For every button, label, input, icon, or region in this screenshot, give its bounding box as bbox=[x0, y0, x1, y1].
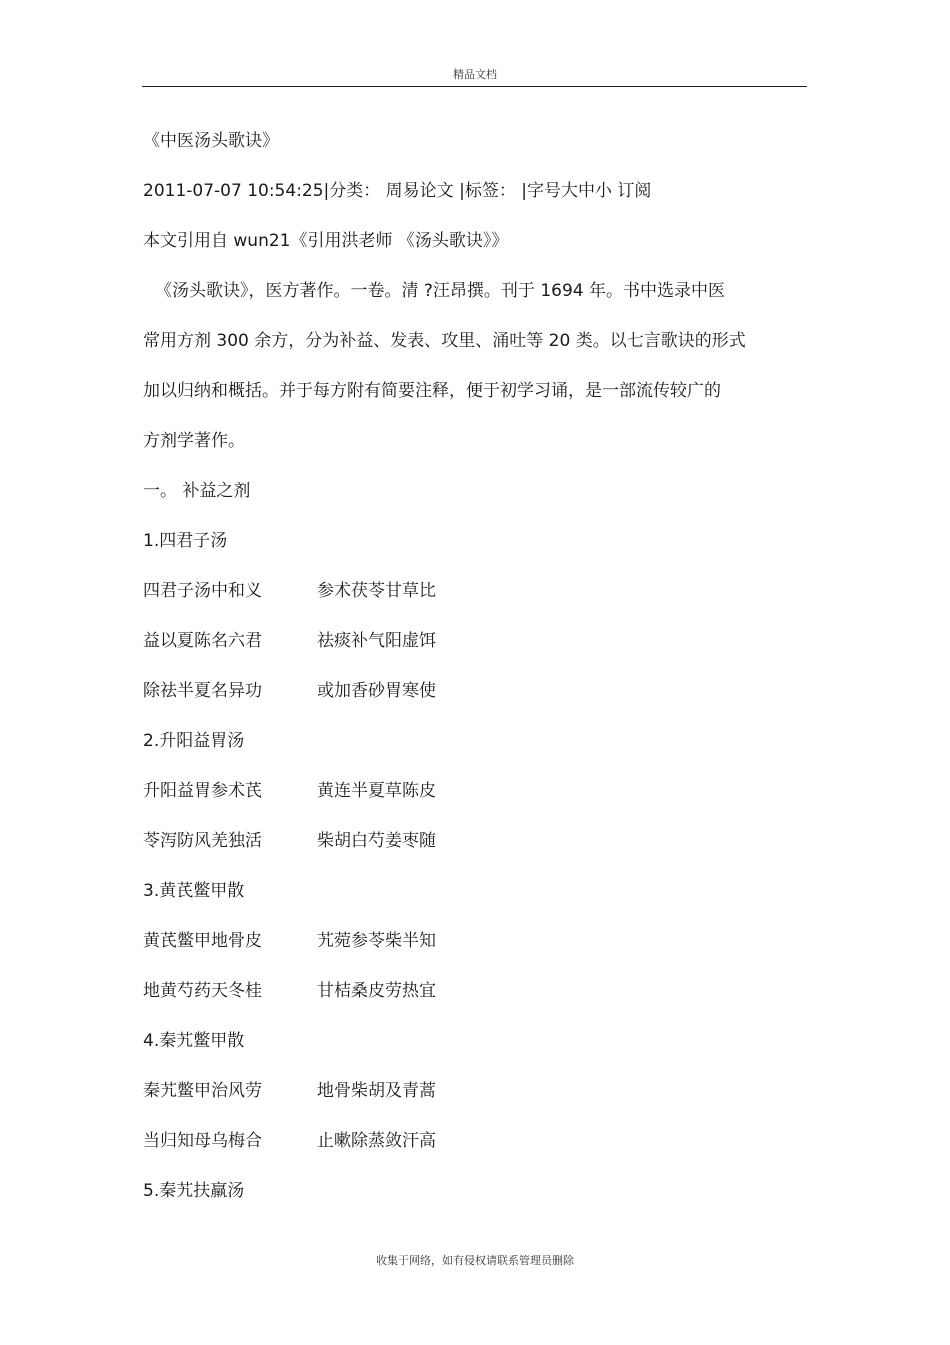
page-footer: 收集于网络，如有侵权请联系管理员删除 bbox=[376, 1254, 574, 1267]
verse-second-half: 艽菀参苓柴半知 bbox=[317, 931, 436, 951]
header-label: 精品文档 bbox=[453, 68, 497, 81]
verse-first-half: 黄芪鳖甲地骨皮 bbox=[143, 931, 262, 951]
verse-second-half: 柴胡白芍姜枣随 bbox=[317, 831, 436, 851]
verse-second-half: 或加香砂胃寒使 bbox=[317, 681, 436, 701]
document-title: 《中医汤头歌诀》 bbox=[143, 131, 279, 151]
verse-first-half: 秦艽鳖甲治风劳 bbox=[143, 1081, 262, 1101]
intro-line: 方剂学著作。 bbox=[143, 431, 245, 451]
verse-second-half: 地骨柴胡及青蒿 bbox=[317, 1081, 436, 1101]
formula-name: 5.秦艽扶羸汤 bbox=[143, 1181, 245, 1201]
verse-second-half: 参术茯苓甘草比 bbox=[317, 581, 436, 601]
verse-first-half: 苓泻防风羌独活 bbox=[143, 831, 262, 851]
verse-second-half: 黄连半夏草陈皮 bbox=[317, 781, 436, 801]
verse-first-half: 当归知母乌梅合 bbox=[143, 1131, 262, 1151]
formula-name: 1.四君子汤 bbox=[143, 531, 228, 551]
intro-line: 常用方剂 300 余方，分为补益、发表、攻里、涌吐等 20 类。以七言歌诀的形式 bbox=[143, 331, 746, 351]
verse-second-half: 祛痰补气阳虚饵 bbox=[317, 631, 436, 651]
verse-second-half: 甘桔桑皮劳热宜 bbox=[317, 981, 436, 1001]
verse-first-half: 四君子汤中和义 bbox=[143, 581, 262, 601]
intro-line: 《汤头歌诀》，医方著作。一卷。清 ?汪昂撰。刊于 1694 年。书中选录中医 bbox=[155, 281, 725, 301]
intro-line: 加以归纳和概括。并于每方附有简要注释，便于初学习诵，是一部流传较广的 bbox=[143, 381, 721, 401]
verse-second-half: 止嗽除蒸敛汗高 bbox=[317, 1131, 436, 1151]
verse-first-half: 地黄芍药天冬桂 bbox=[143, 981, 262, 1001]
formula-name: 2.升阳益胃汤 bbox=[143, 731, 245, 751]
verse-first-half: 益以夏陈名六君 bbox=[143, 631, 262, 651]
header-divider bbox=[142, 86, 807, 87]
verse-first-half: 升阳益胃参术芪 bbox=[143, 781, 262, 801]
post-meta: 2011-07-07 10:54:25|分类： 周易论文 |标签： |字号大中小 订阅 bbox=[143, 181, 652, 201]
source-citation: 本文引用自 wun21《引用洪老师 《汤头歌诀》》 bbox=[143, 231, 509, 251]
formula-name: 4.秦艽鳖甲散 bbox=[143, 1031, 245, 1051]
formula-name: 3.黄芪鳖甲散 bbox=[143, 881, 245, 901]
section-heading: 一。 补益之剂 bbox=[143, 481, 251, 501]
verse-first-half: 除祛半夏名异功 bbox=[143, 681, 262, 701]
